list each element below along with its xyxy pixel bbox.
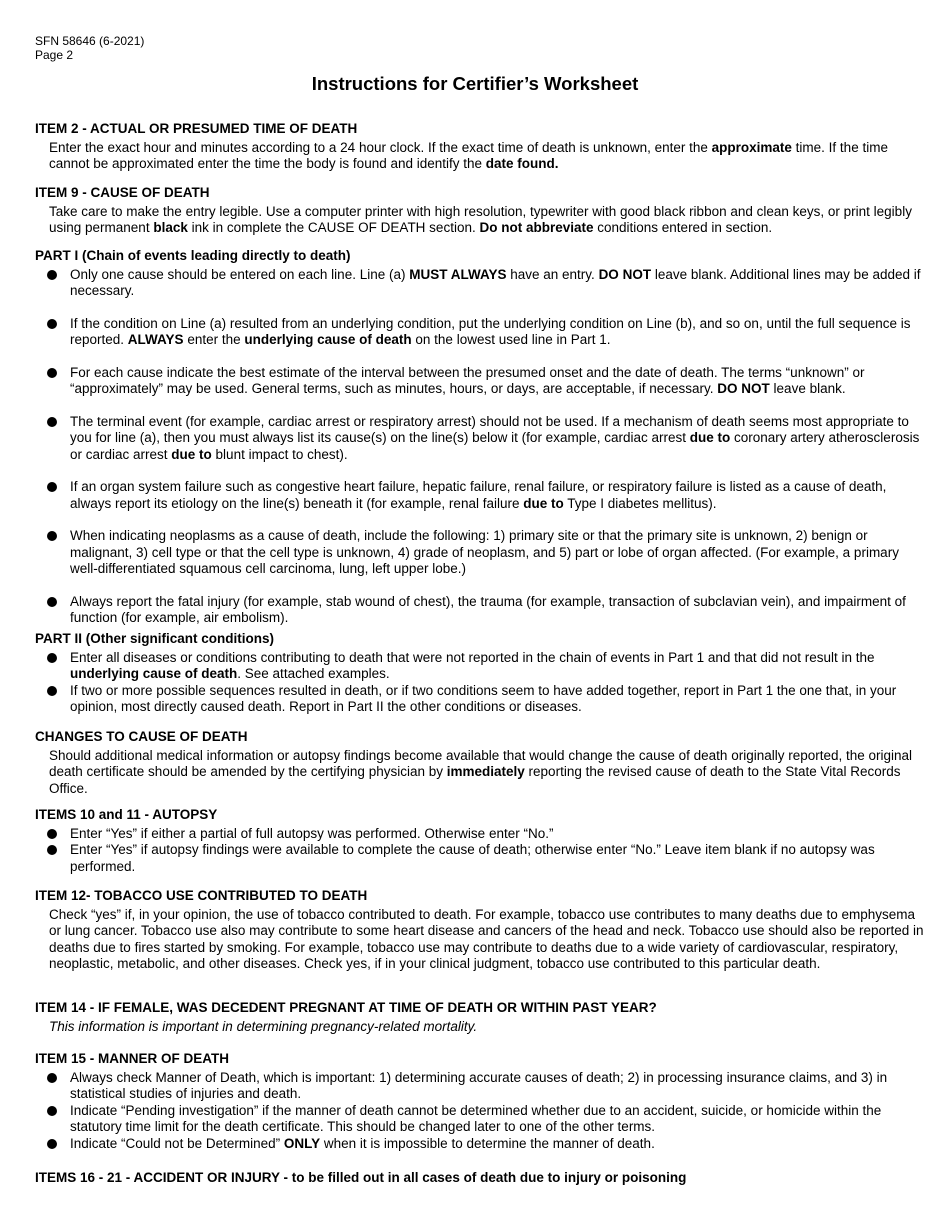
list-item: If an organ system failure such as congestive heart failure, hepatic failure, renal failure, or respiratory failure is listed as a cause of death, always report its etiology on the line(s) beneath it (for example, renal failure due to Type I diabetes mellitus). (35, 479, 926, 512)
section-heading: ITEMS 16 - 21 - ACCIDENT OR INJURY - to be filled out in all cases of death due to injury or poisoning (35, 1170, 687, 1185)
section-heading: ITEM 9 - CAUSE OF DEATH (35, 185, 210, 200)
section-heading: ITEM 14 - IF FEMALE, WAS DECEDENT PREGNANT AT TIME OF DEATH OR WITHIN PAST YEAR? (35, 1000, 657, 1015)
section-item-14 (35, 1000, 926, 1035)
list-item: Indicate “Pending investigation” if the manner of death cannot be determined whether due to an accident, suicide, or homicide within the statutory time limit for the death certificate. This should be changed later to one of the other terms. (35, 1103, 926, 1136)
list-item: Always report the fatal injury (for example, stab wound of chest), the trauma (for example, transaction of subclavian vein), and impairment of function (for example, air embolism). (35, 594, 926, 627)
form-number: SFN 58646 (6-2021) (35, 34, 145, 48)
bullet-list (35, 1070, 926, 1153)
page-title: Instructions for Certifier’s Worksheet (311, 73, 639, 94)
section-items-10-11 (35, 807, 926, 875)
section-heading: PART I (Chain of events leading directly to death) (35, 248, 351, 263)
section-part-2 (35, 631, 926, 716)
section-body: Enter the exact hour and minutes according to a 24 hour clock. If the exact time of death is unknown, enter the approximate time. If the time cannot be approximated enter the time the body is found and identify the date found. (49, 139, 888, 171)
section-part-1 (35, 248, 926, 627)
bullet-list (35, 826, 926, 876)
bullet-list (35, 267, 926, 627)
section-item-12 (35, 888, 926, 973)
list-item: If the condition on Line (a) resulted from an underlying condition, put the underlying condition on Line (b), and so on, until the full sequence is reported. ALWAYS enter the underlying cause of death on the lowest used line in Part 1. (35, 316, 926, 349)
section-body: Check “yes” if, in your opinion, the use of tobacco contributed to death. For example, tobacco use contributes to many deaths due to emphysema or lung cancer. Tobacco use also may contribute to some heart disease and cancers of the head and neck. Tobacco use should also be reported in deaths due to fires started by smoking. For example, tobacco use may contribute to deaths due to a wide variety of cardiovascular, respiratory, neoplastic, metabolic, and other diseases. Check yes, if in your clinical judgment, tobacco use contributed to this particular death. (49, 906, 924, 971)
section-heading: ITEM 12- TOBACCO USE CONTRIBUTED TO DEATH (35, 888, 368, 903)
section-heading: ITEM 2 - ACTUAL OR PRESUMED TIME OF DEATH (35, 121, 358, 136)
list-item: If two or more possible sequences resulted in death, or if two conditions seem to have added together, report in Part 1 the one that, in your opinion, most directly caused death. Report in Part II the other conditions or diseases. (35, 683, 926, 716)
list-item: The terminal event (for example, cardiac arrest or respiratory arrest) should not be used. If a mechanism of death seems most appropriate to you for line (a), then you must always list its cause(s) on the line(s) below it (for example, cardiac arrest due to coronary artery atherosclerosis or cardiac arrest due to blunt impact to chest). (35, 414, 926, 464)
section-body: Should additional medical information or autopsy findings become available that would change the cause of death originally reported, the original death certificate should be amended by the certifying physician by immediately reporting the revised cause of death to the State Vital Records Office. (49, 747, 913, 796)
list-item: Only one cause should be entered on each line. Line (a) MUST ALWAYS have an entry. DO NOT leave blank. Additional lines may be added if necessary. (35, 267, 926, 300)
section-heading: ITEM 15 - MANNER OF DEATH (35, 1051, 230, 1066)
list-item: For each cause indicate the best estimate of the interval between the presumed onset and the date of death. The terms “unknown” or “approximately” may be used. General terms, such as minutes, hours, or days, are acceptable, if necessary. DO NOT leave blank. (35, 365, 926, 398)
bullet-list (35, 650, 926, 716)
section-heading: ITEMS 10 and 11 - AUTOPSY (35, 807, 218, 822)
list-item: Enter all diseases or conditions contributing to death that were not reported in the chain of events in Part 1 and that did not result in the underlying cause of death. See attached examples. (35, 650, 926, 683)
list-item: When indicating neoplasms as a cause of death, include the following: 1) primary site or that the primary site is unknown, 2) benign or malignant, 3) cell type or that the cell type is unknown, 4) grade of neoplasm, and 5) part or lobe of organ affected. (For example, a primary well-differentiated squamous cell carcinoma, lung, left upper lobe.) (35, 528, 926, 578)
section-item-2 (35, 121, 926, 173)
section-item-9 (35, 185, 926, 237)
list-item: Enter “Yes” if either a partial of full autopsy was performed. Otherwise enter “No.” (35, 826, 926, 843)
section-heading: CHANGES TO CAUSE OF DEATH (35, 729, 248, 744)
section-body: This information is important in determining pregnancy-related mortality. (49, 1018, 478, 1034)
section-changes (35, 729, 926, 797)
section-items-16-21 (35, 1170, 926, 1189)
list-item: Always check Manner of Death, which is important: 1) determining accurate causes of death; 2) in processing insurance claims, and 3) in statistical studies of injuries and death. (35, 1070, 926, 1103)
section-body: Take care to make the entry legible. Use a computer printer with high resolution, typewriter with good black ribbon and clean keys, or print legibly using permanent black ink in complete the CAUSE OF DEATH section. Do not abbreviate conditions entered in section. (49, 203, 912, 235)
section-item-15 (35, 1051, 926, 1152)
list-item: Enter “Yes” if autopsy findings were available to complete the cause of death; otherwise enter “No.” Leave item blank if no autopsy was performed. (35, 842, 926, 875)
form-header (35, 34, 144, 62)
page-number: Page 2 (35, 48, 74, 62)
list-item: Indicate “Could not be Determined” ONLY when it is impossible to determine the manner of death. (35, 1136, 926, 1153)
section-heading: PART II (Other significant conditions) (35, 631, 274, 646)
